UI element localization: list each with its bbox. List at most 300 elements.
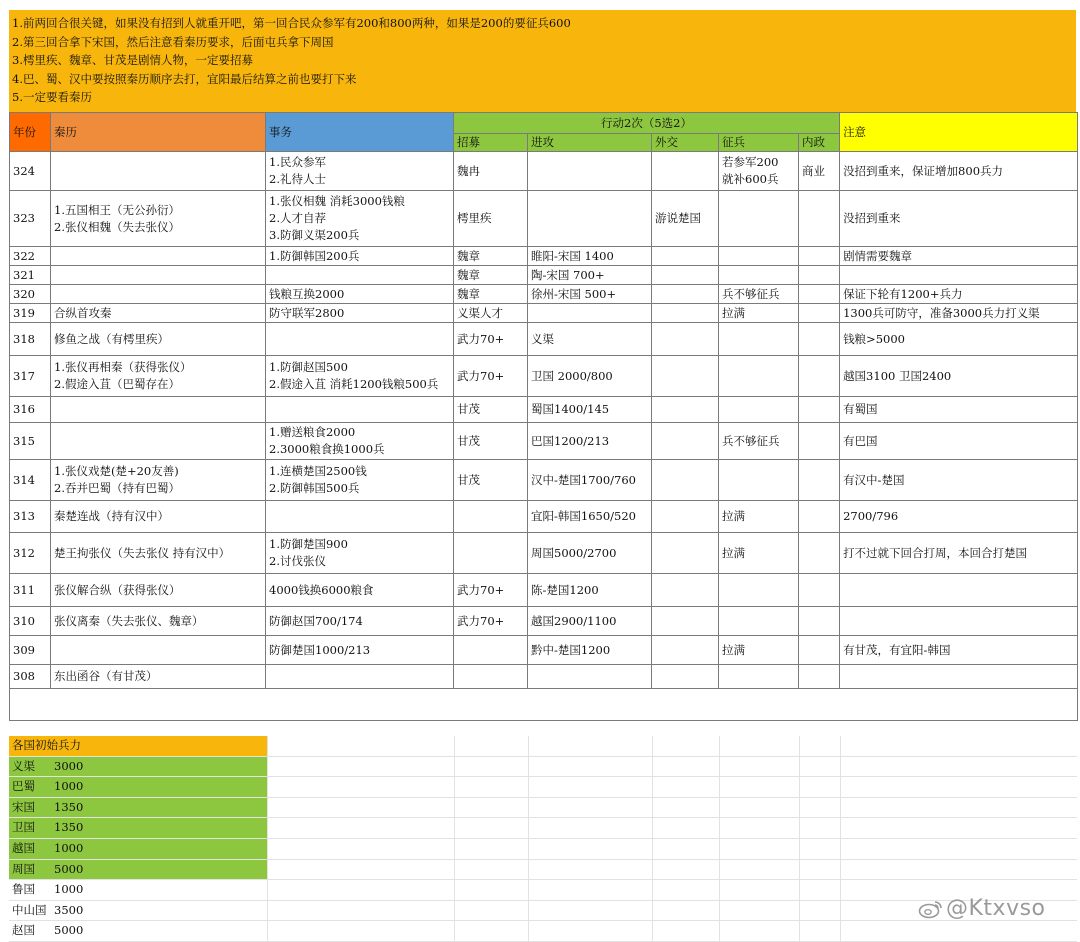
- cell-recruit-line: 武力70+: [457, 613, 505, 628]
- cell-attack-line: 陶-宋国 700+: [531, 267, 605, 282]
- grid-line: [840, 921, 841, 941]
- grid-line: [719, 839, 720, 859]
- forces-row: [9, 777, 1077, 798]
- cell-conscript: [719, 533, 799, 574]
- grid-line: [528, 736, 529, 756]
- cell-diplomacy: [652, 266, 719, 285]
- cell-year-line: 314: [13, 472, 35, 487]
- cell-attack-line: 越国2900/1100: [531, 613, 617, 628]
- cell-conscript: [719, 285, 799, 304]
- cell-affairs-line: 2.假途入苴 消耗1200钱粮500兵: [269, 377, 439, 391]
- cell-year: [10, 636, 51, 665]
- cell-affairs-line: 钱粮互换2000: [269, 286, 345, 301]
- cell-attack: [528, 191, 652, 247]
- initial-forces-block: [9, 736, 1077, 942]
- cell-diplomacy: [652, 636, 719, 665]
- grid-line: [454, 860, 455, 880]
- forces-cell: [9, 921, 267, 941]
- cell-year: [10, 323, 51, 356]
- note-line: 3.樗里疾、魏章、甘茂是剧情人物，一定要招募: [12, 53, 253, 67]
- cell-recruit-line: 甘茂: [457, 402, 480, 416]
- cell-conscript: [719, 665, 799, 689]
- cell-note-line: 2700/796: [843, 509, 899, 523]
- cell-year: [10, 304, 51, 323]
- grid-line: [652, 818, 653, 838]
- grid-line: [652, 860, 653, 880]
- cell-recruit: [454, 323, 528, 356]
- cell-qinli: [51, 533, 266, 574]
- cell-recruit-line: 甘茂: [457, 433, 480, 448]
- table-row: [10, 574, 1078, 607]
- cell-year-line: 315: [13, 433, 35, 448]
- forces-cell: [9, 860, 267, 880]
- grid-line: [719, 777, 720, 797]
- cell-recruit-line: 甘茂: [457, 472, 480, 487]
- cell-qinli: [51, 665, 266, 689]
- note-line: 4.巴、蜀、汉中要按照秦历顺序去打，宜阳最后结算之前也要打下来: [12, 71, 357, 86]
- cell-internal: [799, 323, 840, 356]
- cell-affairs-line: 4000钱换6000粮食: [269, 582, 374, 597]
- cell-affairs: [266, 304, 454, 323]
- cell-attack-line: 徐州-宋国 500+: [531, 286, 617, 301]
- cell-diplomacy: [652, 285, 719, 304]
- cell-note-line: 有汉中-楚国: [843, 472, 905, 487]
- cell-note: [840, 304, 1078, 323]
- cell-affairs-line: 1.赠送粮食2000: [269, 425, 356, 439]
- cell-conscript: [719, 397, 799, 423]
- cell-year-line: 310: [13, 613, 35, 628]
- header-qinli: 秦历: [51, 113, 266, 152]
- cell-conscript: [719, 304, 799, 323]
- cell-attack: [528, 356, 652, 397]
- grid-line: [454, 818, 455, 838]
- cell-year: [10, 285, 51, 304]
- cell-note-line: 没招到重来，保证增加800兵力: [843, 163, 1004, 178]
- forces-cell: [9, 757, 267, 777]
- cell-attack: [528, 285, 652, 304]
- cell-conscript-line: 拉满: [722, 642, 745, 657]
- cell-internal: [799, 607, 840, 636]
- cell-affairs: [266, 397, 454, 423]
- cell-internal: [799, 356, 840, 397]
- cell-affairs: [266, 285, 454, 304]
- cell-internal: [799, 304, 840, 323]
- cell-attack: [528, 397, 652, 423]
- cell-year-line: 308: [13, 669, 35, 683]
- country-name: 赵国: [12, 923, 35, 938]
- cell-year: [10, 574, 51, 607]
- table-row: [10, 397, 1078, 423]
- country-force: 5000: [54, 861, 84, 876]
- cell-note: [840, 636, 1078, 665]
- grid-line: [267, 860, 268, 880]
- cell-qinli: [51, 266, 266, 285]
- cell-affairs-line: 1.防御赵国500: [269, 360, 348, 374]
- table-row: [10, 356, 1078, 397]
- cell-affairs-line: 1.民众参军: [269, 155, 326, 169]
- cell-note: [840, 152, 1078, 191]
- cell-diplomacy: [652, 574, 719, 607]
- table-row: [10, 285, 1078, 304]
- cell-year: [10, 665, 51, 689]
- table-row: [10, 533, 1078, 574]
- header-recruit: 招募: [454, 134, 528, 152]
- cell-year: [10, 501, 51, 533]
- grid-line: [840, 880, 841, 900]
- cell-affairs-line: 1.防御楚国900: [269, 537, 348, 551]
- cell-year: [10, 266, 51, 285]
- country-name: 义渠: [12, 758, 35, 773]
- cell-recruit: [454, 665, 528, 689]
- cell-conscript: [719, 266, 799, 285]
- cell-recruit-line: 武力70+: [457, 582, 505, 597]
- cell-note-line: 有巴国: [843, 433, 878, 448]
- cell-internal: [799, 423, 840, 460]
- country-name: 周国: [12, 861, 35, 876]
- cell-year-line: 311: [13, 582, 35, 597]
- cell-qinli-line: 秦楚连战（持有汉中）: [54, 509, 169, 523]
- grid-line: [454, 736, 455, 756]
- cell-affairs-line: 防御赵国700/174: [269, 613, 363, 628]
- grid-line: [719, 798, 720, 818]
- watermark-text: @Ktxvso: [946, 896, 1046, 921]
- cell-diplomacy: [652, 501, 719, 533]
- cell-qinli: [51, 152, 266, 191]
- cell-internal: [799, 460, 840, 501]
- grid-line: [454, 880, 455, 900]
- note-line: 1.前两回合很关键，如果没有招到人就重开吧，第一回合民众参军有200和800两种，如果是200的要征兵600: [12, 16, 571, 30]
- cell-note: [840, 356, 1078, 397]
- grid-line: [528, 757, 529, 777]
- cell-attack-line: 义渠: [531, 331, 554, 346]
- cell-year-line: 312: [13, 545, 35, 560]
- cell-diplomacy: [652, 607, 719, 636]
- cell-affairs-line: 2.人才自荐: [269, 211, 326, 225]
- cell-conscript: [719, 607, 799, 636]
- table-row-empty: [10, 689, 1078, 721]
- cell-recruit-line: 樗里疾: [457, 211, 492, 225]
- cell-note: [840, 460, 1078, 501]
- cell-qinli-line: 修鱼之战（有樗里疾）: [54, 331, 169, 346]
- cell-year: [10, 191, 51, 247]
- cell-affairs: [266, 501, 454, 533]
- cell-year-line: 317: [13, 368, 35, 383]
- cell-conscript: [719, 574, 799, 607]
- grid-line: [799, 901, 800, 921]
- cell-diplomacy: [652, 397, 719, 423]
- cell-year: [10, 607, 51, 636]
- cell-attack: [528, 460, 652, 501]
- grid-line: [528, 798, 529, 818]
- forces-row: [9, 798, 1077, 819]
- cell-affairs: [266, 607, 454, 636]
- cell-recruit-line: 魏章: [457, 267, 480, 282]
- cell-attack: [528, 152, 652, 191]
- cell-affairs: [266, 574, 454, 607]
- cell-affairs-line: 3.防御义渠200兵: [269, 228, 360, 242]
- cell-conscript: [719, 636, 799, 665]
- cell-affairs: [266, 533, 454, 574]
- cell-affairs: [266, 423, 454, 460]
- cell-diplomacy: [652, 191, 719, 247]
- forces-row: [9, 921, 1077, 942]
- notes-banner: [9, 10, 1076, 112]
- cell-year-line: 318: [13, 331, 35, 346]
- grid-line: [840, 860, 841, 880]
- cell-qinli-line: 张仪离秦（失去张仪、魏章）: [54, 613, 204, 628]
- cell-conscript-line: 就补600兵: [722, 172, 779, 186]
- cell-year: [10, 397, 51, 423]
- grid-line: [528, 880, 529, 900]
- cell-note: [840, 607, 1078, 636]
- cell-qinli-line: 2.吞并巴蜀（持有巴蜀）: [54, 481, 180, 495]
- country-force: 1350: [54, 820, 84, 835]
- cell-recruit: [454, 304, 528, 323]
- grid-line: [528, 818, 529, 838]
- cell-year: [10, 356, 51, 397]
- grid-line: [528, 860, 529, 880]
- empty-cell: [10, 689, 1078, 721]
- cell-attack-line: 宜阳-韩国1650/520: [531, 509, 636, 523]
- grid-line: [267, 901, 268, 921]
- cell-conscript-line: 拉满: [722, 509, 745, 523]
- cell-attack: [528, 574, 652, 607]
- cell-qinli: [51, 191, 266, 247]
- cell-diplomacy: [652, 423, 719, 460]
- cell-note: [840, 533, 1078, 574]
- header-year: 年份: [10, 113, 51, 152]
- cell-affairs-line: 防守联军2800: [269, 305, 345, 320]
- cell-recruit-line: 魏章: [457, 248, 480, 263]
- cell-qinli: [51, 501, 266, 533]
- country-force: 5000: [54, 923, 84, 938]
- cell-attack: [528, 665, 652, 689]
- cell-note-line: 有甘茂，有宜阳-韩国: [843, 642, 951, 657]
- cell-diplomacy: [652, 323, 719, 356]
- forces-row: [9, 901, 1077, 922]
- cell-recruit: [454, 247, 528, 266]
- cell-diplomacy: [652, 460, 719, 501]
- cell-recruit: [454, 460, 528, 501]
- cell-affairs: [266, 152, 454, 191]
- country-force: 3500: [54, 902, 84, 917]
- cell-affairs-line: 1.防御韩国200兵: [269, 248, 360, 263]
- cell-affairs: [266, 266, 454, 285]
- cell-qinli: [51, 356, 266, 397]
- cell-attack-line: 黔中-楚国1200: [531, 642, 611, 657]
- cell-recruit: [454, 607, 528, 636]
- cell-conscript: [719, 460, 799, 501]
- grid-line: [799, 880, 800, 900]
- cell-diplomacy-line: 游说楚国: [655, 211, 701, 225]
- cell-recruit: [454, 191, 528, 247]
- cell-affairs: [266, 356, 454, 397]
- cell-qinli: [51, 423, 266, 460]
- grid-line: [652, 757, 653, 777]
- country-name: 巴蜀: [12, 779, 35, 794]
- cell-affairs-line: 防御楚国1000/213: [269, 642, 371, 657]
- cell-recruit: [454, 574, 528, 607]
- grid-line: [267, 777, 268, 797]
- grid-line: [719, 880, 720, 900]
- cell-note-line: 1300兵可防守，准备3000兵力打义渠: [843, 305, 1040, 320]
- grid-line: [267, 839, 268, 859]
- grid-line: [267, 921, 268, 941]
- cell-affairs: [266, 323, 454, 356]
- cell-recruit: [454, 152, 528, 191]
- cell-attack-line: 睢阳-宋国 1400: [531, 248, 614, 263]
- forces-cell: [9, 818, 267, 838]
- grid-line: [799, 736, 800, 756]
- cell-diplomacy: [652, 304, 719, 323]
- cell-diplomacy: [652, 665, 719, 689]
- cell-attack-line: 巴国1200/213: [531, 433, 610, 448]
- cell-conscript: [719, 247, 799, 266]
- grid-line: [454, 757, 455, 777]
- grid-line: [652, 798, 653, 818]
- cell-conscript-line: 若参军200: [722, 155, 779, 169]
- grid-line: [840, 798, 841, 818]
- grid-line: [840, 839, 841, 859]
- cell-year: [10, 460, 51, 501]
- cell-note-line: 打不过就下回合打周，本回合打楚国: [843, 545, 1028, 560]
- forces-row: [9, 818, 1077, 839]
- note-line: 2.第三回合拿下宋国，然后注意看秦历要求，后面屯兵拿下周国: [12, 34, 334, 49]
- cell-recruit-line: 武力70+: [457, 331, 505, 346]
- country-name: 鲁国: [12, 882, 35, 897]
- cell-note-line: 保证下轮有1200+兵力: [843, 286, 963, 301]
- cell-affairs: [266, 460, 454, 501]
- grid-line: [267, 757, 268, 777]
- table-row: [10, 152, 1078, 191]
- cell-note: [840, 501, 1078, 533]
- grid-line: [799, 818, 800, 838]
- grid-line: [799, 921, 800, 941]
- header-conscript: 征兵: [719, 134, 799, 152]
- forces-row: [9, 736, 1077, 757]
- cell-recruit: [454, 285, 528, 304]
- cell-recruit: [454, 397, 528, 423]
- grid-line: [719, 736, 720, 756]
- cell-diplomacy: [652, 356, 719, 397]
- cell-qinli: [51, 247, 266, 266]
- cell-note: [840, 266, 1078, 285]
- header-internal: 内政: [799, 134, 840, 152]
- cell-note: [840, 191, 1078, 247]
- cell-qinli-line: 1.张仪再相秦（获得张仪）: [54, 360, 192, 374]
- note-line: 5.一定要看秦历: [12, 90, 92, 104]
- cell-attack: [528, 607, 652, 636]
- cell-qinli: [51, 304, 266, 323]
- cell-internal: [799, 533, 840, 574]
- cell-recruit: [454, 501, 528, 533]
- grid-line: [528, 839, 529, 859]
- grid-line: [267, 880, 268, 900]
- forces-row: [9, 880, 1077, 901]
- table-row: [10, 460, 1078, 501]
- cell-affairs: [266, 247, 454, 266]
- forces-row: [9, 757, 1077, 778]
- grid-line: [652, 736, 653, 756]
- cell-attack: [528, 266, 652, 285]
- strategy-table: [9, 112, 1078, 721]
- table-row: [10, 501, 1078, 533]
- forces-row: [9, 860, 1077, 881]
- cell-year: [10, 423, 51, 460]
- grid-line: [719, 921, 720, 941]
- grid-line: [528, 901, 529, 921]
- cell-attack: [528, 247, 652, 266]
- forces-row: [9, 839, 1077, 860]
- cell-qinli-line: 2.张仪相魏（失去张仪）: [54, 219, 180, 234]
- cell-conscript-line: 拉满: [722, 545, 745, 560]
- grid-line: [652, 777, 653, 797]
- cell-note: [840, 423, 1078, 460]
- country-force: 1350: [54, 799, 84, 814]
- grid-line: [267, 818, 268, 838]
- cell-affairs-line: 2.3000粮食换1000兵: [269, 442, 385, 456]
- cell-qinli-line: 2.假途入苴（巴蜀存在）: [54, 377, 180, 391]
- cell-qinli-line: 楚王拘张仪（失去张仪 持有汉中）: [54, 545, 231, 560]
- cell-recruit: [454, 423, 528, 460]
- cell-recruit: [454, 636, 528, 665]
- cell-affairs-line: 1.张仪相魏 消耗3000钱粮: [269, 194, 405, 208]
- cell-internal: [799, 152, 840, 191]
- cell-internal: [799, 285, 840, 304]
- forces-cell: [9, 798, 267, 818]
- cell-internal: [799, 266, 840, 285]
- forces-cell: [9, 777, 267, 797]
- cell-attack: [528, 304, 652, 323]
- cell-note: [840, 397, 1078, 423]
- grid-line: [840, 818, 841, 838]
- grid-line: [840, 777, 841, 797]
- cell-recruit-line: 魏章: [457, 286, 480, 301]
- grid-line: [528, 777, 529, 797]
- table-row: [10, 191, 1078, 247]
- cell-diplomacy: [652, 533, 719, 574]
- cell-diplomacy: [652, 152, 719, 191]
- cell-note: [840, 247, 1078, 266]
- cell-qinli-line: 1.五国相王（无公孙衍）: [54, 202, 180, 217]
- cell-diplomacy: [652, 247, 719, 266]
- cell-internal: [799, 574, 840, 607]
- country-force: 3000: [54, 758, 84, 773]
- grid-line: [528, 921, 529, 941]
- cell-affairs-line: 2.讨伐张仪: [269, 554, 326, 568]
- cell-qinli-line: 东出函谷（有甘茂）: [54, 669, 158, 683]
- grid-line: [799, 839, 800, 859]
- cell-recruit: [454, 533, 528, 574]
- cell-attack-line: 周国5000/2700: [531, 545, 617, 560]
- grid-line: [267, 798, 268, 818]
- cell-year: [10, 533, 51, 574]
- forces-cell: [9, 839, 267, 859]
- forces-cell: [9, 901, 267, 921]
- table-row: [10, 423, 1078, 460]
- country-name: 宋国: [12, 799, 35, 814]
- grid-line: [799, 798, 800, 818]
- grid-line: [267, 736, 268, 756]
- cell-internal: [799, 501, 840, 533]
- cell-note: [840, 323, 1078, 356]
- cell-year-line: 313: [13, 509, 35, 523]
- grid-line: [454, 901, 455, 921]
- cell-year-line: 319: [13, 305, 35, 320]
- cell-note-line: 剧情需要魏章: [843, 248, 913, 263]
- header-affairs: 事务: [266, 113, 454, 152]
- cell-attack-line: 汉中-楚国1700/760: [531, 472, 636, 487]
